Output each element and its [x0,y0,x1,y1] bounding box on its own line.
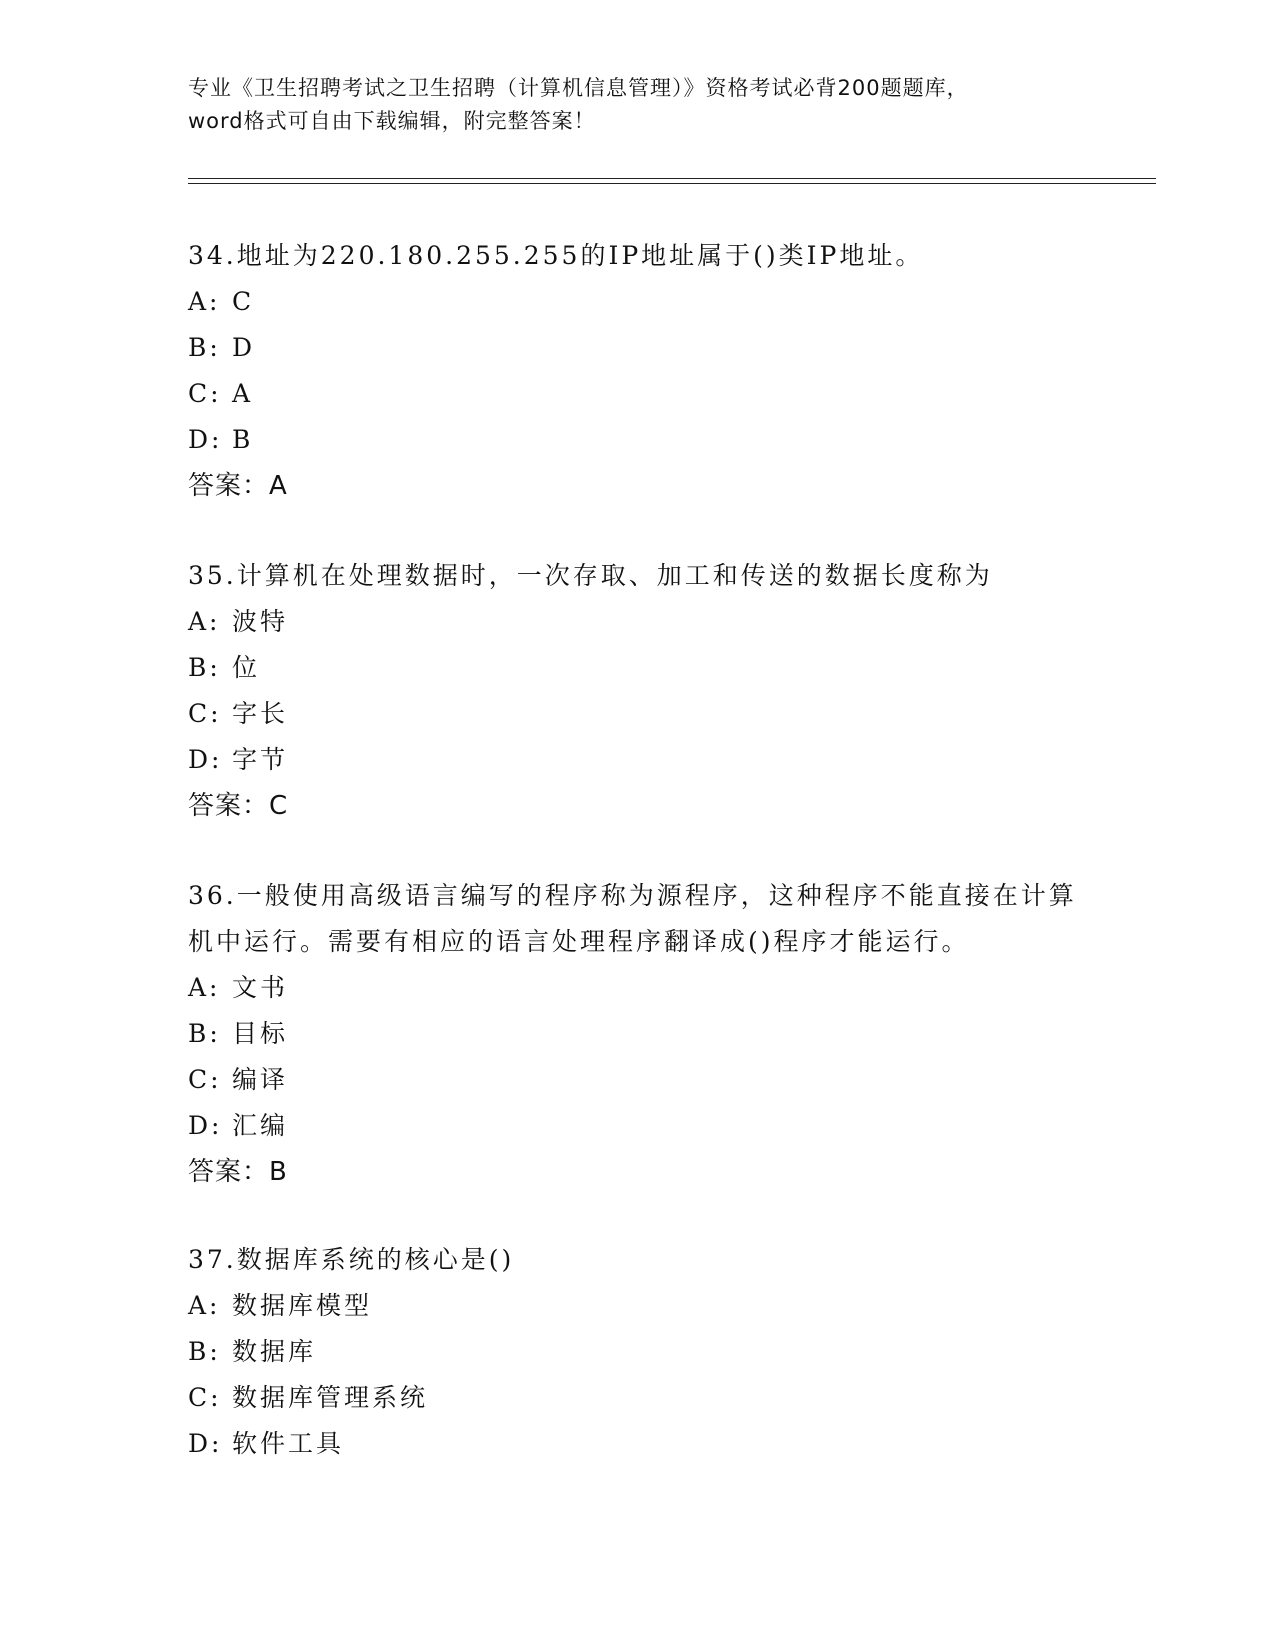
question-stem: 36.一般使用高级语言编写的程序称为源程序，这种程序不能直接在计算机中运行。需要有相应的语言处理程序翻译成()程序才能运行。 [188,881,1077,956]
option-b [188,645,1088,691]
option-c [188,371,1088,417]
option-letter: B: [188,333,221,362]
question-34 [188,233,1088,509]
option-text: 数据库模型 [232,1291,373,1320]
header-divider-top [188,178,1156,179]
option-text: D [232,333,256,362]
option-text: B [232,425,254,454]
option-text: 字长 [232,699,289,728]
document-header [188,72,1088,138]
header-line-1: 专业《卫生招聘考试之卫生招聘（计算机信息管理）》资格考试必背200题题库， [188,76,969,100]
answer-line: 答案：C [188,791,289,821]
option-text: 编译 [232,1065,289,1094]
question-36 [188,873,1088,1195]
option-text: 波特 [232,607,289,636]
option-d [188,737,1088,783]
option-c [188,1375,1088,1421]
option-letter: D: [188,1429,223,1458]
question-stem: 35.计算机在处理数据时，一次存取、加工和传送的数据长度称为 [188,561,993,590]
question-37 [188,1237,1088,1467]
option-a [188,965,1088,1011]
option-a [188,1283,1088,1329]
option-letter: A: [188,1291,221,1320]
option-text: 字节 [232,745,289,774]
option-letter: C: [188,1065,222,1094]
option-text: C [232,287,255,316]
option-a [188,279,1088,325]
option-letter: D: [188,1111,223,1140]
option-letter: C: [188,1383,222,1412]
option-letter: B: [188,653,221,682]
header-divider-bottom [188,183,1156,184]
option-text: 文书 [232,973,289,1002]
answer-line: 答案：A [188,471,288,501]
option-letter: C: [188,379,222,408]
option-letter: B: [188,1019,221,1048]
option-text: 目标 [232,1019,289,1048]
option-letter: A: [188,607,221,636]
option-text: 位 [232,653,261,682]
option-c [188,1057,1088,1103]
option-b [188,1011,1088,1057]
option-b [188,1329,1088,1375]
option-text: 数据库管理系统 [232,1383,429,1412]
option-letter: D: [188,425,223,454]
option-letter: D: [188,745,223,774]
option-b [188,325,1088,371]
option-c [188,691,1088,737]
question-stem: 34.地址为220.180.255.255的IP地址属于()类IP地址。 [188,241,924,270]
answer-line: 答案：B [188,1157,288,1187]
option-text: 软件工具 [232,1429,345,1458]
option-letter: A: [188,973,221,1002]
option-text: 汇编 [232,1111,289,1140]
question-stem: 37.数据库系统的核心是() [188,1245,515,1274]
header-line-2: word格式可自由下载编辑，附完整答案！ [188,109,596,133]
option-letter: C: [188,699,222,728]
option-d [188,1421,1088,1467]
question-35 [188,553,1088,829]
option-d [188,417,1088,463]
option-letter: A: [188,287,221,316]
option-a [188,599,1088,645]
option-text: 数据库 [232,1337,317,1366]
option-d [188,1103,1088,1149]
option-text: A [232,379,254,408]
option-letter: B: [188,1337,221,1366]
